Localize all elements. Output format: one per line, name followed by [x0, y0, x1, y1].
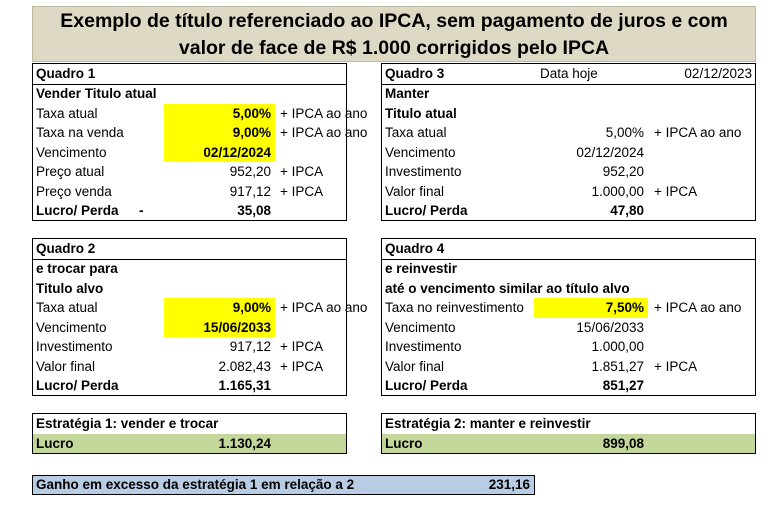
q4-row-vencimento: Vencimento 15/06/2033: [385, 319, 644, 335]
q1-row-preco-atual: Preço atual 952,20 + IPCA: [36, 164, 324, 179]
q3-row-investimento: Investimento 952,20: [385, 164, 644, 179]
q4-row-lucro: Lucro/ Perda 851,27: [385, 378, 644, 393]
quadro-2-sub1: e trocar para: [36, 261, 118, 276]
estrategia-2-label: Estratégia 2: manter e reinvestir: [382, 414, 755, 435]
title-line-2: valor de face de R$ 1.000 corrigidos pelo IPCA: [178, 37, 610, 59]
q3-row-taxa-atual: Taxa atual 5,00% + IPCA ao ano: [385, 125, 742, 140]
quadro-4-sub2: até o vencimento similar ao título alvo: [385, 280, 630, 296]
quadro-1-subheader: Vender Titulo atual: [36, 86, 157, 101]
q1-taxa-venda-value: 9,00%: [164, 123, 275, 143]
estrategia-1-lucro-row: Lucro 1.130,24: [33, 434, 346, 453]
q2-row-valor-final: Valor final 2.082,43 + IPCA: [36, 358, 324, 374]
q1-row-taxa-venda: Taxa na venda 9,00% + IPCA ao ano: [33, 123, 346, 143]
quadro-1-panel: [32, 63, 368, 221]
quadro-4-sub1: e reinvestir: [385, 261, 458, 276]
q2-row-vencimento: Vencimento 15/06/2033: [33, 318, 346, 338]
q2-row-taxa-atual: Taxa atual 9,00% + IPCA ao ano: [33, 298, 346, 318]
quadro-4-header: Quadro 4: [382, 239, 755, 260]
q2-row-lucro: Lucro/ Perda 1.165,31: [36, 378, 271, 393]
quadro-2-panel: [32, 238, 368, 396]
q3-row-lucro: Lucro/ Perda 47,80: [385, 203, 644, 218]
estrategia-2-box: [381, 413, 756, 454]
ganho-label: Ganho em excesso da estratégia 1 em relação a 2: [36, 477, 355, 492]
q1-vencimento-value: 02/12/2024: [164, 143, 275, 163]
estrategia-1-box: [32, 413, 347, 454]
q2-row-investimento: Investimento 917,12 + IPCA: [36, 339, 324, 354]
date-label: Data hoje: [540, 66, 598, 81]
q3-row-valor-final: Valor final 1.000,00 + IPCA: [385, 183, 698, 199]
q1-row-vencimento: Vencimento 02/12/2024: [33, 143, 346, 163]
quadro-2-sub2: Titulo alvo: [36, 280, 104, 296]
quadro-1-header: Quadro 1: [33, 64, 346, 85]
q1-row-taxa-atual: Taxa atual 5,00% + IPCA ao ano: [33, 104, 346, 124]
q1-row-lucro: Lucro/ Perda - 35,08: [33, 201, 346, 221]
title-line-1: Exemplo de título referenciado ao IPCA, sem pagamento de juros e com: [60, 10, 728, 32]
q1-taxa-atual-value: 5,00%: [164, 104, 275, 124]
page-title: [32, 6, 756, 62]
quadro-3-subheader: Manter: [385, 86, 430, 101]
quadro-3-sub2: Titulo atual: [385, 105, 457, 121]
estrategia-1-lucro-value: 1.130,24: [218, 436, 271, 451]
q4-row-valor-final: Valor final 1.851,27 + IPCA: [385, 358, 698, 374]
estrategia-2-lucro-row: Lucro 899,08: [382, 434, 755, 453]
q4-row-taxa-reinv: Taxa no reinvestimento 7,50% + IPCA ao ano: [382, 298, 755, 318]
ganho-value: 231,16: [488, 477, 530, 492]
date-value: 02/12/2023: [684, 66, 752, 81]
q4-row-investimento: Investimento 1.000,00: [385, 339, 644, 354]
quadro-3-panel: [381, 63, 756, 221]
q1-row-preco-venda: Preço venda 917,12 + IPCA: [36, 183, 324, 199]
estrategia-1-label: Estratégia 1: vender e trocar: [33, 414, 346, 435]
quadro-2-header: Quadro 2: [33, 239, 346, 260]
ganho-excesso-box: [32, 475, 535, 495]
quadro-4-panel: [381, 238, 756, 396]
q1-lucro-sign: -: [139, 203, 144, 218]
quadro-3-header: Quadro 3 Data hoje 02/12/2023: [382, 64, 755, 85]
estrategia-2-lucro-value: 899,08: [602, 436, 644, 451]
q3-row-vencimento: Vencimento 02/12/2024: [385, 144, 644, 160]
